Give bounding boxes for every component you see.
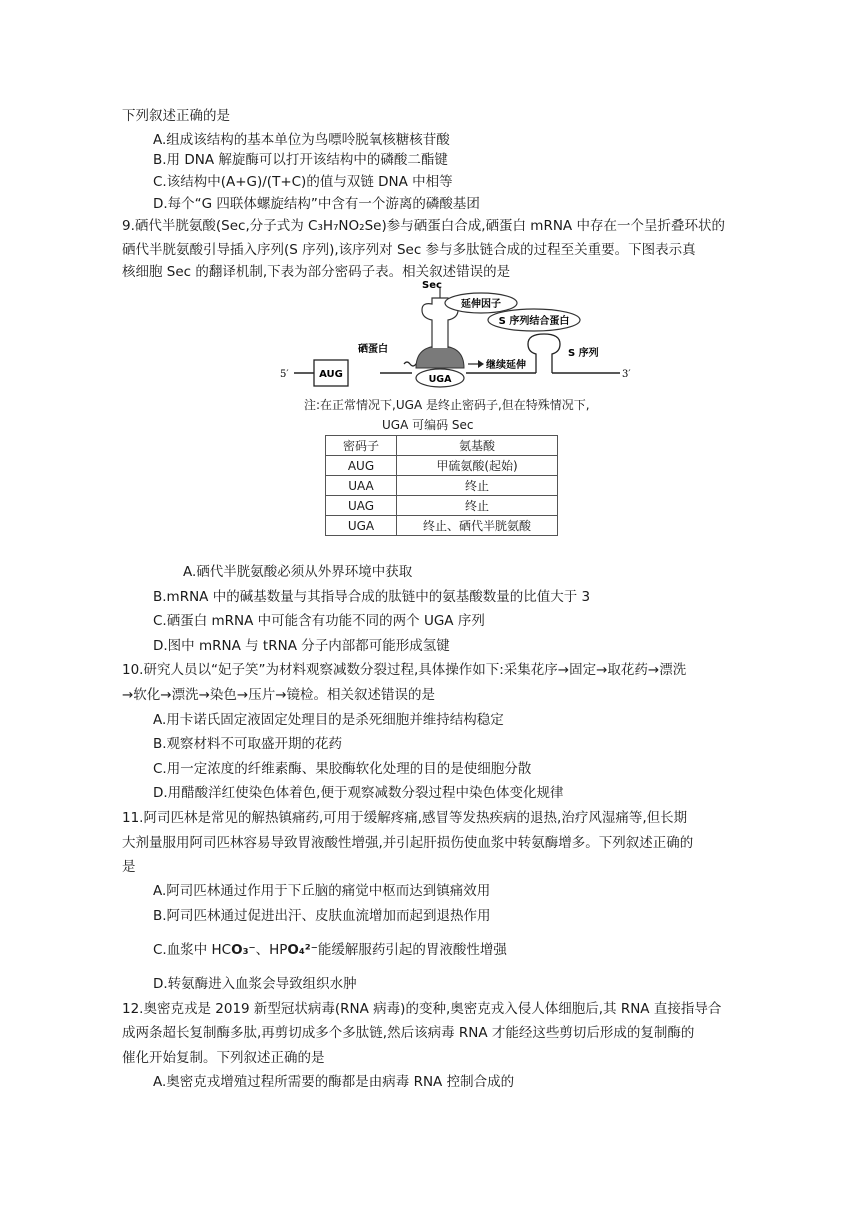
q10-option-a: A.用卡诺氏固定液固定处理目的是杀死细胞并维持结构稳定 [153, 712, 504, 728]
table-cell: 甲硫氨酸(起始) [397, 456, 558, 476]
table-row [326, 476, 558, 496]
table-cell: AUG [326, 456, 397, 476]
q9-stem-line-1: 9.硒代半胱氨酸(Sec,分子式为 C₃H₇NO₂Se)参与硒蛋白合成,硒蛋白 mRNA 中存在一个呈折叠环状的 [122, 218, 725, 234]
aug-label: AUG [319, 369, 343, 380]
q10-stem-line-2: →软化→漂洗→染色→压片→镜检。相关叙述错误的是 [122, 687, 436, 703]
q11-option-b: B.阿司匹林通过促进出汗、皮肤血流增加而起到退热作用 [153, 908, 491, 924]
table-header-amino-acid: 氨基酸 [397, 436, 558, 456]
q10-stem-line-1: 10.研究人员以“妃子笑”为材料观察减数分裂过程,具体操作如下:采集花序→固定→取花药→漂洗 [122, 662, 687, 678]
q11-option-c [153, 940, 507, 960]
uga-label: UGA [428, 374, 452, 385]
bicarbonate-ion: O₃⁻ [231, 942, 256, 958]
q11-stem-line-1: 11.阿司匹林是常见的解热镇痛药,可用于缓解疼痛,感冒等发热疾病的退热,治疗风湿痛等,但长期 [122, 810, 688, 826]
codon-table [325, 435, 558, 536]
three-prime-label: 3′ [622, 369, 631, 380]
q10-option-d: D.用醋酸洋红使染色体着色,便于观察减数分裂过程中染色体变化规律 [153, 785, 564, 801]
q11-option-d: D.转氨酶进入血浆会导致组织水肿 [153, 976, 357, 992]
q10-option-b: B.观察材料不可取盛开期的花药 [153, 736, 343, 752]
q8-option-b: B.用 DNA 解旋酶可以打开该结构中的磷酸二酯键 [153, 152, 448, 168]
continue-elongation-label: 继续延伸 [486, 360, 526, 371]
q8-option-a: A.组成该结构的基本单位为鸟嘌呤脱氧核糖核苷酸 [153, 132, 450, 148]
elongation-factor-label: 延伸因子 [461, 299, 501, 310]
table-cell: 终止 [397, 476, 558, 496]
table-cell: UAG [326, 496, 397, 516]
q9-stem-line-3: 核细胞 Sec 的翻译机制,下表为部分密码子表。相关叙述错误的是 [122, 264, 511, 280]
hydrogen-phosphate-ion: O₄²⁻ [287, 942, 318, 958]
sec-label: Sec [422, 280, 442, 291]
table-header-row [326, 436, 558, 456]
q10-option-c: C.用一定浓度的纤维素酶、果胶酶软化处理的目的是使细胞分散 [153, 761, 532, 777]
table-cell: 终止、硒代半胱氨酸 [397, 516, 558, 536]
q8-stem-tail: 下列叙述正确的是 [122, 108, 230, 124]
q11-stem-line-2: 大剂量服用阿司匹林容易导致胃液酸性增强,并引起肝损伤使血浆中转氨酶增多。下列叙述正确的 [122, 835, 694, 851]
table-cell: 终止 [397, 496, 558, 516]
s-sequence-label: S 序列 [568, 348, 599, 359]
selenoprotein-label: 硒蛋白 [358, 344, 388, 355]
table-cell: UGA [326, 516, 397, 536]
sec-translation-diagram [276, 280, 636, 392]
ribosome-large-subunit [416, 346, 464, 368]
q11-option-c-mid: 、HP [255, 942, 288, 958]
table-row [326, 496, 558, 516]
q9-option-c: C.硒蛋白 mRNA 中可能含有功能不同的两个 UGA 序列 [153, 613, 485, 629]
table-row [326, 516, 558, 536]
q9-stem-line-2: 硒代半胱氨酸引导插入序列(S 序列),该序列对 Sec 参与多肽链合成的过程至关重要。下图表示真 [122, 242, 696, 258]
table-cell: UAA [326, 476, 397, 496]
five-prime-label: 5′ [280, 369, 289, 380]
q9-option-d: D.图中 mRNA 与 tRNA 分子内部都可能形成氢键 [153, 638, 450, 654]
q11-option-a: A.阿司匹林通过作用于下丘脑的痛觉中枢而达到镇痛效用 [153, 883, 491, 899]
q12-option-a: A.奥密克戎增殖过程所需要的酶都是由病毒 RNA 控制合成的 [153, 1074, 515, 1090]
q9-note-line-1: 注:在正常情况下,UGA 是终止密码子,但在特殊情况下, [304, 398, 590, 412]
q9-option-b: B.mRNA 中的碱基数量与其指导合成的肽链中的氨基酸数量的比值大于 3 [153, 589, 591, 605]
q8-option-d: D.每个“G 四联体螺旋结构”中含有一个游离的磷酸基团 [153, 196, 480, 212]
table-row [326, 456, 558, 476]
q12-stem-line-1: 12.奥密克戎是 2019 新型冠状病毒(RNA 病毒)的变种,奥密克戎入侵人体细胞后,其 RNA 直接指导合 [122, 1001, 722, 1017]
q12-stem-line-2: 成两条超长复制酶多肽,再剪切成多个多肽链,然后该病毒 RNA 才能经这些剪切后形成的复制酶的 [122, 1025, 695, 1041]
q11-option-c-prefix: C.血浆中 HC [153, 942, 232, 958]
q12-stem-line-3: 催化开始复制。下列叙述正确的是 [122, 1050, 325, 1066]
q11-option-c-suffix: 能缓解服药引起的胃液酸性增强 [317, 942, 507, 958]
q11-stem-line-3: 是 [122, 859, 136, 875]
s-binding-protein-label: S 序列结合蛋白 [498, 316, 570, 327]
s-sequence-loop [528, 334, 560, 373]
q9-option-a: A.硒代半胱氨酸必须从外界环境中获取 [183, 564, 413, 580]
q8-option-c: C.该结构中(A+G)/(T+C)的值与双链 DNA 中相等 [153, 174, 453, 190]
q9-note-line-2: UGA 可编码 Sec [382, 418, 474, 432]
table-header-codon: 密码子 [326, 436, 397, 456]
